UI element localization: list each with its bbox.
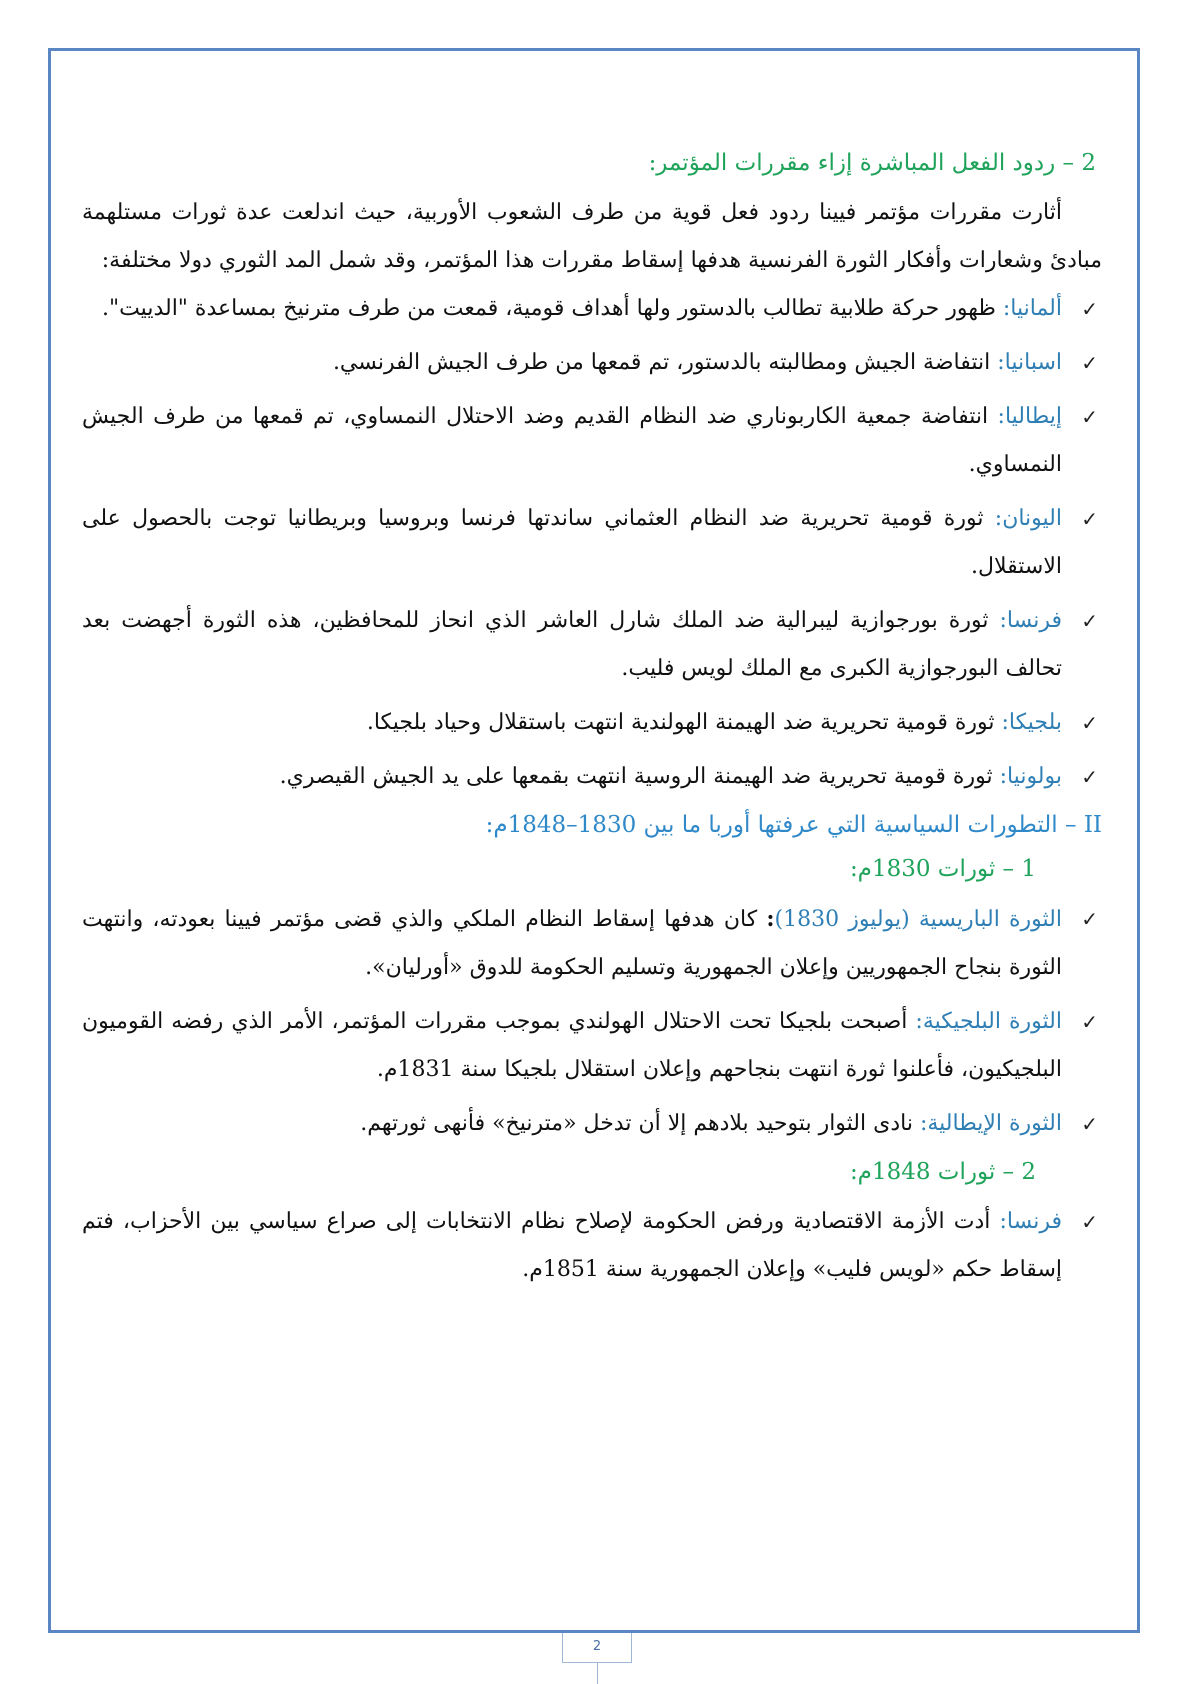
item-text: ثورة قومية تحريرية ضد الهيمنة الهولندية انتهت باستقلال وحياد بلجيكا. [366, 710, 1002, 735]
list-item [82, 597, 1102, 693]
page-content [82, 145, 1102, 1300]
check-icon: ✓ [1081, 351, 1098, 375]
section-2-list [82, 285, 1102, 801]
item-text: كان هدفها إسقاط النظام الملكي والذي قضى مؤتمر فيينا بعودته، وانتهت الثورة بنجاح الجمهوريين وإعلان الجمهورية وتسليم الحكومة للدوق «أورليان». [82, 907, 1062, 980]
list-item [82, 339, 1102, 387]
item-label: فرنسا: [999, 1209, 1062, 1234]
section-II-heading: II – التطورات السياسية التي عرفتها أوربا ما بين 1830–1848م: [485, 812, 1102, 838]
list-item [82, 393, 1102, 489]
item-text: انتفاضة الجيش ومطالبته بالدستور، تم قمعها من طرف الجيش الفرنسي. [332, 350, 998, 375]
item-colon: : [766, 906, 775, 932]
section-II-2-list [82, 1198, 1102, 1294]
check-icon: ✓ [1081, 507, 1098, 531]
list-item [82, 753, 1102, 801]
section-2-intro [82, 189, 1102, 285]
item-text: نادى الثوار بتوحيد بلادهم إلا أن تدخل «مترنيخ» فأنهى ثورتهم. [360, 1111, 920, 1136]
section-II-1-heading: 1 – ثورات 1830م: [849, 856, 1036, 882]
list-item [82, 495, 1102, 591]
section-2-heading: 2 – ردود الفعل المباشرة إزاء مقررات المؤتمر: [648, 150, 1096, 176]
item-label: إيطاليا: [997, 404, 1062, 429]
list-item [82, 285, 1102, 333]
check-icon: ✓ [1081, 1112, 1098, 1136]
item-label: فرنسا: [999, 608, 1062, 633]
item-text: ظهور حركة طلابية تطالب بالدستور ولها أهداف قومية، قمعت من طرف مترنيخ بمساعدة "الدييت". [101, 296, 1003, 321]
list-item [82, 998, 1102, 1094]
item-text: أصبحت بلجيكا تحت الاحتلال الهولندي بموجب مقررات المؤتمر، الأمر الذي رفضه القوميون البلجيكيون، فأعلنوا ثورة انتهت بنجاحهم وإعلان استقلال بلجيكا سنة 1831م. [82, 1009, 1062, 1082]
item-text: ثورة بورجوازية ليبرالية ضد الملك شارل العاشر الذي انحاز للمحافظين، هذه الثورة أجهضت بعد تحالف البورجوازية الكبرى مع الملك لويس فليب. [82, 608, 1062, 681]
section-2-intro-text: أثارت مقررات مؤتمر فيينا ردود فعل قوية من طرف الشعوب الأوربية، حيث اندلعت عدة ثورات مستلهمة مبادئ وشعارات وأفكار الثورة الفرنسية هدفها إسقاط مقررات هذا المؤتمر، وقد شمل المد الثوري دولا مختلفة: [82, 200, 1102, 273]
page-number-tick [597, 1663, 598, 1684]
check-icon: ✓ [1081, 1010, 1098, 1034]
item-label: الثورة الإيطالية: [919, 1111, 1062, 1136]
item-label: ألمانيا: [1002, 296, 1062, 321]
item-label: اليونان: [994, 506, 1062, 531]
check-icon: ✓ [1081, 765, 1098, 789]
check-icon: ✓ [1081, 297, 1098, 321]
section-II-2-heading: 2 – ثورات 1848م: [849, 1159, 1036, 1185]
check-icon: ✓ [1081, 711, 1098, 735]
item-text: أدت الأزمة الاقتصادية ورفض الحكومة لإصلاح نظام الانتخابات إلى صراع سياسي بين الأحزاب، فتم إسقاط حكم «لويس فليب» وإعلان الجمهورية سنة 1851م. [82, 1209, 1062, 1282]
section-II-1-list [82, 895, 1102, 1148]
item-text: ثورة قومية تحريرية ضد النظام العثماني ساندتها فرنسا وبروسيا وبريطانيا توجت بالحصول على الاستقلال. [82, 506, 1062, 579]
item-label: الثورة البلجيكية: [915, 1009, 1062, 1034]
check-icon: ✓ [1081, 1210, 1098, 1234]
list-item [82, 1100, 1102, 1148]
list-item [82, 1198, 1102, 1294]
item-label: اسبانيا: [997, 350, 1062, 375]
item-label: الثورة الباريسية (يوليوز 1830) [774, 907, 1062, 932]
item-label: بلجيكا: [1001, 710, 1062, 735]
check-icon: ✓ [1081, 907, 1098, 931]
page-number: 2 [562, 1633, 632, 1663]
check-icon: ✓ [1081, 405, 1098, 429]
check-icon: ✓ [1081, 609, 1098, 633]
item-label: بولونيا: [999, 764, 1062, 789]
list-item [82, 895, 1102, 992]
list-item [82, 699, 1102, 747]
item-text: انتفاضة جمعية الكاربوناري ضد النظام القديم وضد الاحتلال النمساوي، تم قمعها من طرف الجيش النمساوي. [82, 404, 1062, 477]
item-text: ثورة قومية تحريرية ضد الهيمنة الروسية انتهت بقمعها على يد الجيش القيصري. [279, 764, 1000, 789]
